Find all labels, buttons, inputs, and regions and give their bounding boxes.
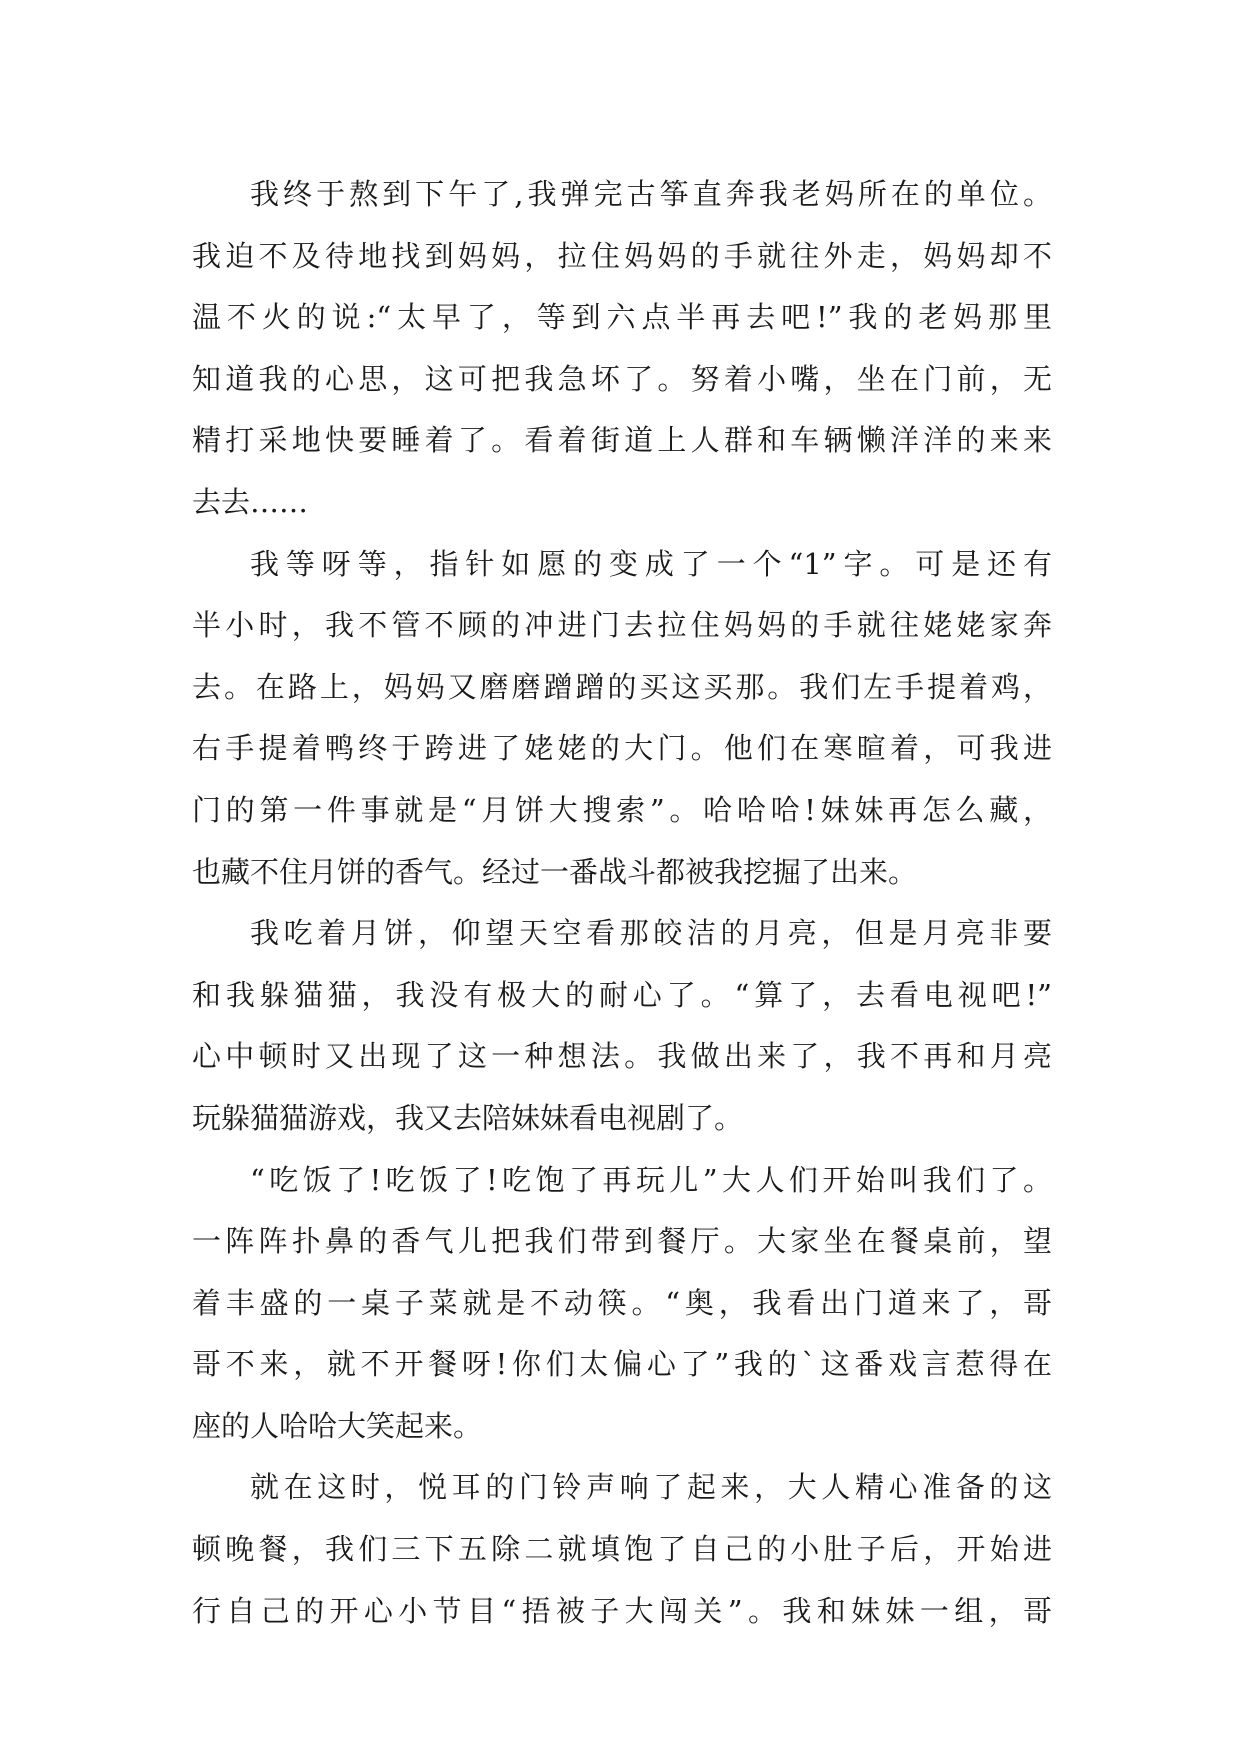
text-line: 也藏不住月饼的香气。经过一番战斗都被我挖掘了出来。 bbox=[192, 854, 918, 889]
text-line: 门的第一件事就是“月饼大搜索”。哈哈哈!妹妹再怎么藏， bbox=[192, 792, 1052, 827]
text-line: 心中顿时又出现了这一种想法。我做出来了，我不再和月亮 bbox=[192, 1039, 1052, 1074]
text-line: 去。在路上，妈妈又磨磨蹭蹭的买这买那。我们左手提着鸡， bbox=[192, 669, 1052, 704]
text-line: 我等呀等，指针如愿的变成了一个“1”字。可是还有 bbox=[250, 546, 1052, 581]
text-line: 着丰盛的一桌子菜就是不动筷。“奥，我看出门道来了，哥 bbox=[192, 1285, 1052, 1320]
text-line: 我终于熬到下午了,我弹完古筝直奔我老妈所在的单位。 bbox=[250, 177, 1052, 211]
body-text bbox=[192, 164, 1052, 1642]
text-line: 半小时，我不管不顾的冲进门去拉住妈妈的手就往姥姥家奔 bbox=[192, 608, 1052, 643]
text-line: 右手提着鸭终于跨进了姥姥的大门。他们在寒暄着，可我进 bbox=[192, 731, 1052, 766]
text-line: 和我躲猫猫，我没有极大的耐心了。“算了，去看电视吧!” bbox=[192, 977, 1052, 1012]
text-line: 去去…… bbox=[192, 484, 309, 519]
text-line: 行自己的开心小节目“捂被子大闯关”。我和妹妹一组，哥 bbox=[192, 1593, 1052, 1628]
text-line: 我迫不及待地找到妈妈，拉住妈妈的手就往外走，妈妈却不 bbox=[192, 238, 1052, 273]
text-line: 就在这时，悦耳的门铃声响了起来，大人精心准备的这 bbox=[250, 1470, 1052, 1505]
text-line: 我吃着月饼，仰望天空看那皎洁的月亮，但是月亮非要 bbox=[250, 916, 1052, 951]
text-line: 顿晚餐，我们三下五除二就填饱了自己的小肚子后，开始进 bbox=[192, 1532, 1052, 1567]
text-line: 温不火的说:“太早了，等到六点半再去吧!”我的老妈那里 bbox=[192, 300, 1052, 335]
text-line: 知道我的心思，这可把我急坏了。努着小嘴，坐在门前，无 bbox=[192, 361, 1052, 396]
text-line: 精打采地快要睡着了。看着街道上人群和车辆懒洋洋的来来 bbox=[192, 423, 1052, 458]
text-line: “吃饭了!吃饭了!吃饱了再玩儿”大人们开始叫我们了。 bbox=[250, 1162, 1052, 1197]
text-line: 玩躲猫猫游戏，我又去陪妹妹看电视剧了。 bbox=[192, 1100, 744, 1135]
text-line: 哥不来，就不开餐呀!你们太偏心了”我的`这番戏言惹得在 bbox=[192, 1347, 1052, 1382]
text-line: 座的人哈哈大笑起来。 bbox=[192, 1408, 483, 1443]
text-line: 一阵阵扑鼻的香气儿把我们带到餐厅。大家坐在餐桌前，望 bbox=[192, 1224, 1052, 1259]
